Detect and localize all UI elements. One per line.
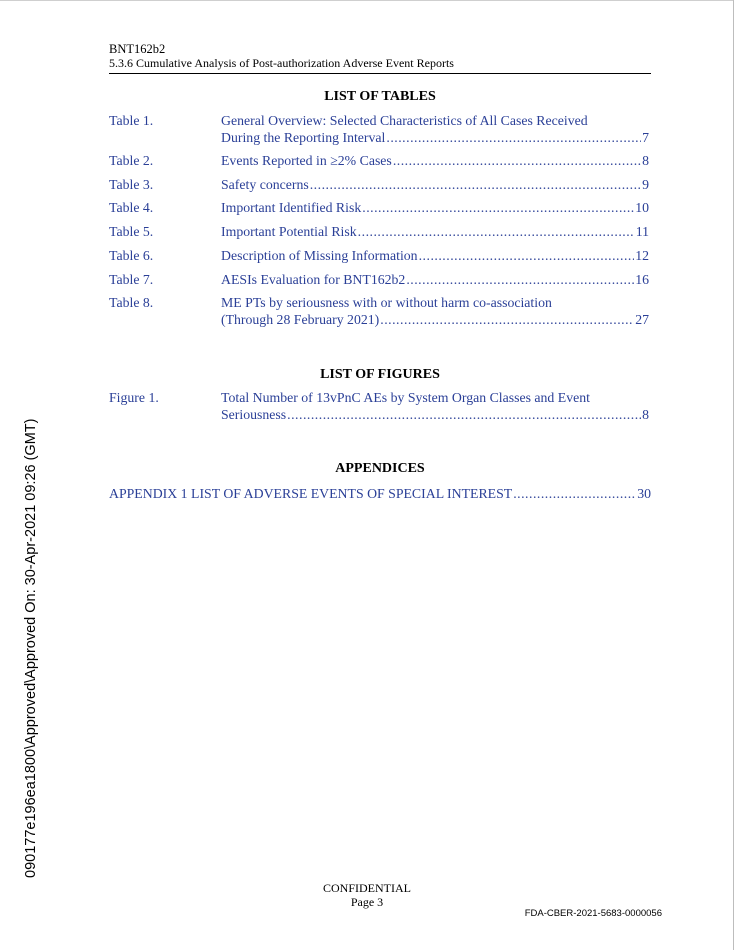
toc-entry-label: Table 3. [109,177,154,192]
toc-entry-text[interactable]: (Through 28 February 2021) [221,312,380,327]
toc-entry-table-8[interactable] [109,294,651,328]
toc-entry-text[interactable]: Total Number of 13vPnC AEs by System Organ Classes and Event [221,390,590,405]
toc-entry-text[interactable]: Important Potential Risk [221,224,357,239]
toc-entry-page[interactable]: 7 [642,130,649,145]
appendices-title: APPENDICES [335,461,425,476]
toc-entry-text[interactable]: Seriousness [221,407,287,422]
toc-entry-appendix-1[interactable] [109,485,651,502]
toc-entry-table-7[interactable] [109,271,651,288]
header-rule [109,73,651,74]
toc-entry-table-4[interactable] [109,199,651,216]
dot-leader [513,485,636,502]
toc-entry-page[interactable]: 10 [635,200,649,215]
toc-entry-label: Figure 1. [109,390,159,405]
page-border [0,0,733,1]
footer-page-number: Page 3 [350,895,384,909]
toc-entry-text[interactable]: Events Reported in ≥2% Cases [221,153,392,168]
toc-entry-page[interactable]: 12 [635,248,649,263]
toc-entry-table-1[interactable] [109,112,651,146]
toc-entry-page[interactable]: 30 [637,486,651,501]
dot-leader [287,406,641,423]
toc-entry-text[interactable]: During the Reporting Interval [221,130,386,145]
toc-entry-page[interactable]: 16 [635,272,649,287]
toc-entry-text[interactable]: Description of Missing Information [221,248,418,263]
dot-leader [380,311,634,328]
toc-entry-figure-1[interactable] [109,389,651,423]
dot-leader [419,247,635,264]
footer-confidential: CONFIDENTIAL [323,881,411,895]
toc-entry-table-2[interactable] [109,152,651,169]
toc-entry-text[interactable]: General Overview: Selected Characteristics of All Cases Received [221,113,588,128]
dot-leader [386,129,641,146]
toc-entry-page[interactable]: 9 [642,177,649,192]
toc-entry-table-3[interactable] [109,176,651,193]
toc-entry-text[interactable]: ME PTs by seriousness with or without harm co-association [221,295,552,310]
toc-entry-label: Table 1. [109,113,154,128]
toc-entry-page[interactable]: 8 [642,407,649,422]
dot-leader [406,271,634,288]
toc-entry-label: Table 2. [109,153,154,168]
dot-leader [310,176,641,193]
toc-entry-table-5[interactable] [109,223,651,240]
toc-entry-label: Table 8. [109,295,154,310]
toc-entry-table-6[interactable] [109,247,651,264]
header-section: 5.3.6 Cumulative Analysis of Post-authorization Adverse Event Reports [109,56,454,70]
toc-entry-label: Table 4. [109,200,154,215]
toc-entry-page[interactable]: 8 [642,153,649,168]
list-of-tables-title: LIST OF TABLES [324,89,436,104]
dot-leader [362,199,634,216]
toc-entry-page[interactable]: 11 [635,224,649,239]
header-product: BNT162b2 [109,42,166,56]
document-header [109,42,651,70]
toc-entry-text[interactable]: Safety concerns [221,177,309,192]
toc-entry-label: Table 7. [109,272,154,287]
toc-entry-page[interactable]: 27 [635,312,649,327]
toc-entry-text[interactable]: APPENDIX 1 LIST OF ADVERSE EVENTS OF SPECIAL INTEREST [109,486,513,501]
dot-leader [393,152,641,169]
approval-stamp: 090177e196ea1800\Approved\Approved On: 30-Apr-2021 09:26 (GMT) [23,418,39,878]
list-of-figures-title: LIST OF FIGURES [320,367,440,382]
dot-leader [358,223,635,240]
toc-entry-text[interactable]: Important Identified Risk [221,200,362,215]
footer-document-id: FDA-CBER-2021-5683-0000056 [524,908,662,919]
toc-entry-label: Table 6. [109,248,154,263]
toc-entry-text[interactable]: AESIs Evaluation for BNT162b2 [221,272,406,287]
toc-entry-label: Table 5. [109,224,154,239]
